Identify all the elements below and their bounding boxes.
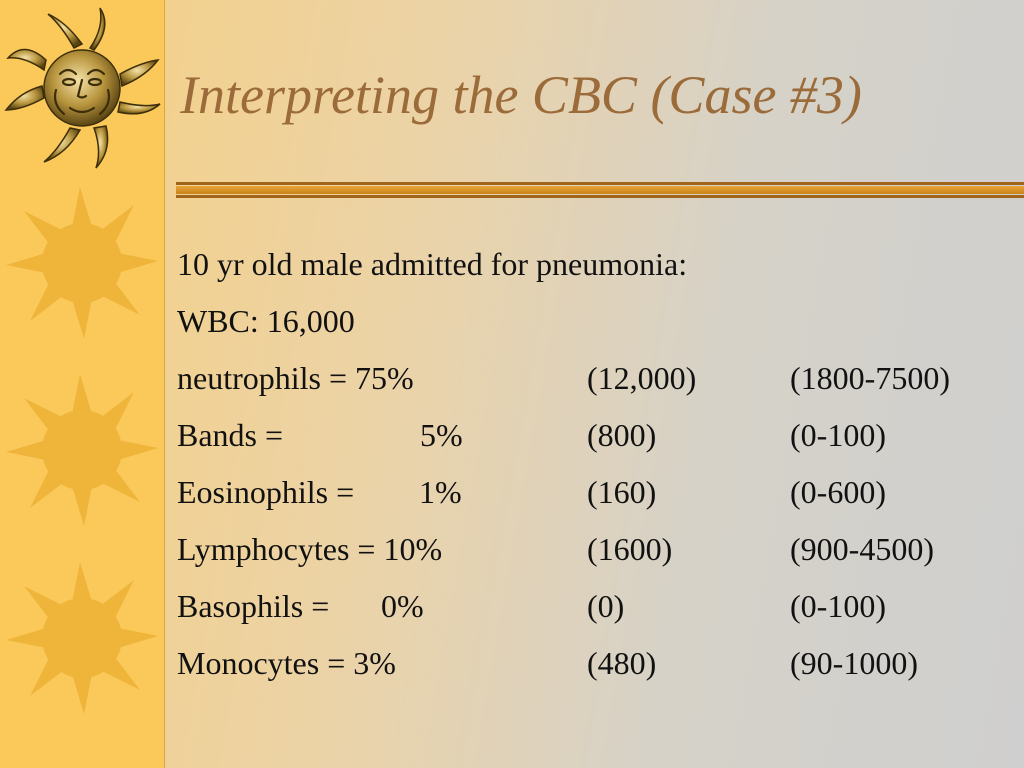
- row-label: Eosinophils =: [177, 474, 355, 510]
- sun-icon: [4, 372, 160, 528]
- row-label: Basophils =: [177, 588, 330, 624]
- row-count: (0): [587, 588, 625, 624]
- sun-icon: [4, 560, 160, 716]
- slide-body: [177, 236, 1017, 692]
- row-count: (160): [587, 474, 657, 510]
- row-range: (0-100): [790, 417, 886, 453]
- row-count: (480): [587, 645, 657, 681]
- decorative-sidebar: [0, 0, 165, 768]
- cbc-row: [177, 578, 1017, 635]
- row-label: neutrophils = 75%: [177, 360, 414, 396]
- cbc-row: [177, 464, 1017, 521]
- cbc-row: [177, 635, 1017, 692]
- sun-icon: [4, 185, 160, 341]
- title-divider: [176, 180, 1024, 204]
- cbc-row: [177, 407, 1017, 464]
- row-percent: 1%: [419, 474, 462, 510]
- row-count: (1600): [587, 531, 673, 567]
- row-range: (900-4500): [790, 531, 934, 567]
- row-label: Monocytes = 3%: [177, 645, 396, 681]
- row-count: (12,000): [587, 360, 697, 396]
- row-range: (0-100): [790, 588, 886, 624]
- row-range: (90-1000): [790, 645, 918, 681]
- intro-line: 10 yr old male admitted for pneumonia:: [177, 246, 688, 282]
- row-percent: 5%: [420, 417, 463, 453]
- row-range: (1800-7500): [790, 360, 950, 396]
- row-label: Lymphocytes = 10%: [177, 531, 443, 567]
- cbc-row: [177, 350, 1017, 407]
- row-percent: 0%: [381, 588, 424, 624]
- row-count: (800): [587, 417, 657, 453]
- wbc-line: WBC: 16,000: [177, 303, 355, 339]
- cbc-row: [177, 521, 1017, 578]
- sun-face-icon: [2, 4, 162, 172]
- row-range: (0-600): [790, 474, 886, 510]
- slide-title: Interpreting the CBC (Case #3): [180, 65, 862, 125]
- row-label: Bands =: [177, 417, 284, 453]
